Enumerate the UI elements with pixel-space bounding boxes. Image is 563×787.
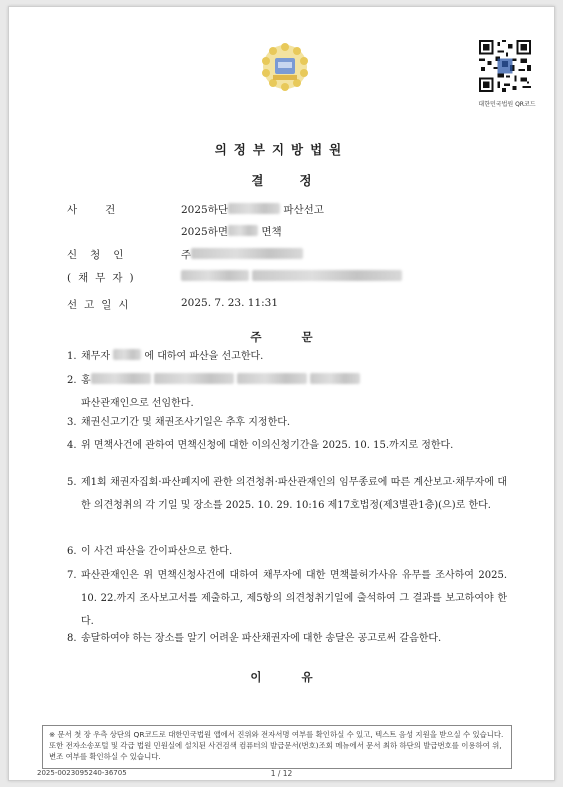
case-number-1: 2025하단 파산선고 [181,204,324,216]
document-id: 2025-0023095240-36705 [37,769,127,777]
reason-heading: 이유 [250,670,353,684]
redacted-text [228,203,280,214]
date-value: 2025. 7. 23. 11:31 [181,297,279,309]
debtor-label: (채무자) [67,272,141,284]
applicant-value: 주 [181,247,303,262]
document-page: 대한민국법원 QR코드 의정부지방법원 결정 사건 2025하단 파산선고 2025하면 면책 신청인 주 (채무자) 선고일시 2025. 7. 23. 11:31 주문 1. 채무자 에 대하여 파산을 선고한다. 2. 홍 파산관재인으로 선임한다. 3. 채권신고기간 및 채권조사기일은 추후 지정한다. 4. 위 면책사건에 관하여 면책신청에 대한 이의신청기간을 2025. 10. 15.까지로 정한다. 5. 제1회 채권자집회·파산폐지에 관한 의견청취·파산관재인의 임무종료에 따른 계산보고·채무자에 대한 의견청취의 각 기일 및 장소를 2025. 10. 29. 10:16 제17호법정(제3별관1층)(으)로 한다. 6. 이 사건 파산을 간이파산으로 한다. 7. 파산관재인은 위 면책신청사건에 대하여 채무자에 대한 면책불허가사유 유무를 조사하여 2025. 10. 22.까지 조사보고서를 제출하고, 제5항의 의견청취기일에 출석하여 그 결과를 보고하여야 한다. 8. 송달하여야 하는 장소를 알기 어려운 파산채권자에 대한 송달은 공고로써 갈음한다. 이유 ※ 문서 첫 장 우측 상단의 QR코드로 대한민국법원 앱에서 진위와 전자서명 여부를 확인하실 수 있고, 텍스트 음성 지원을 받으실 수 있습니다. 또한 전자소송포털 및 각급 법원 민원실에 설치된 사건검색 컴퓨터의 발급문서(번호)조회 메뉴에서 문서 최하 하단의 발급번호를 이용하여 위,변조 여부를 확인하실 수 있습니다. 2025-0023095240-36705 1 / 12 [8,6,555,781]
redacted-text [310,373,360,384]
redacted-text [228,225,258,236]
case-number-2: 2025하면 면책 [181,226,282,238]
case-label: 사건 [67,204,144,216]
redacted-text [113,349,141,360]
court-emblem-icon [259,41,311,93]
debtor-address [181,270,402,283]
document-title: 결정 [251,173,348,188]
redacted-text [237,373,307,384]
order-heading: 주문 [250,330,353,344]
redacted-text [252,270,402,281]
verification-notice: ※ 문서 첫 장 우측 상단의 QR코드로 대한민국법원 앱에서 진위와 전자서명 여부를 확인하실 수 있고, 텍스트 음성 지원을 받으실 수 있습니다. 또한 전자소송포털 및 각급 법원 민원실에 설치된 사건검색 컴퓨터의 발급문서(번호)조회 메뉴에서 문서 최하 하단의 발급번호를 이용하여 위,변조 여부를 확인하실 수 있습니다. [42,725,512,769]
qr-caption: 대한민국법원 QR코드 [478,101,536,108]
applicant-label: 신청인 [67,249,137,261]
redacted-text [154,373,234,384]
date-label: 선고일시 [67,299,136,311]
redacted-text [181,270,249,281]
order-item-2: 2. 홍 파산관재인으로 선임한다. [67,369,507,415]
qr-code-icon[interactable] [479,40,531,92]
redacted-text [91,373,151,384]
page-number: 1 / 12 [270,769,293,778]
redacted-text [191,248,303,259]
court-name: 의정부지방법원 [214,142,349,157]
